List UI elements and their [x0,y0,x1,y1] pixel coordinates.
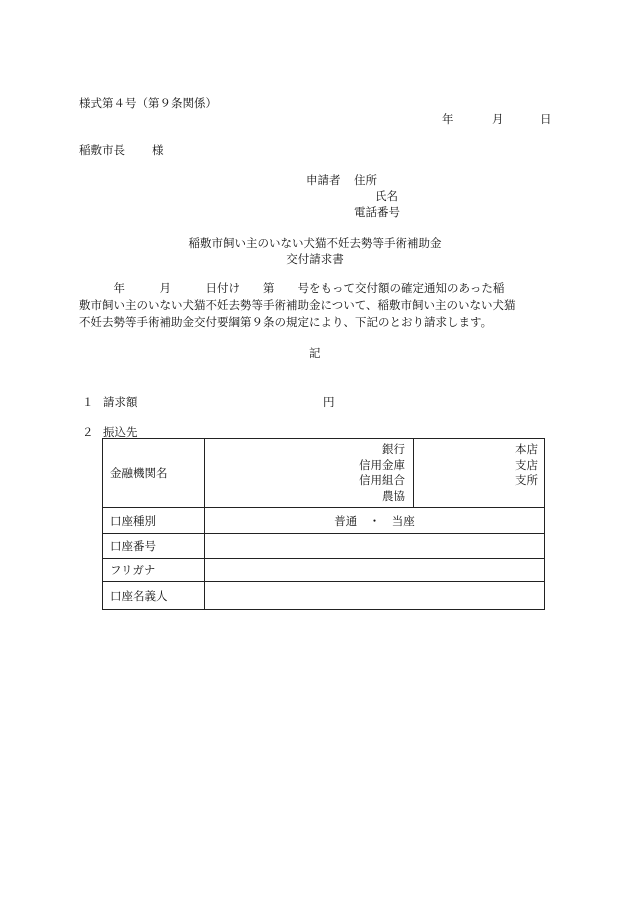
date-day: 日 [540,112,552,126]
furigana-label: フリガナ [103,559,205,582]
account-holder-label: 口座名義人 [103,582,205,610]
form-number: 様式第４号（第９条関係） [79,96,217,110]
bank-info-table [102,438,545,610]
body-line-3: 不妊去勢等手術補助金交付要綱第９条の規定により、下記のとおり請求します。 [79,315,493,329]
item2-label: 振込先 [103,425,138,439]
addressee-honorific: 様 [152,143,164,157]
account-holder-field[interactable] [205,582,545,610]
branch-type-branch: 支店 [515,457,538,472]
institution-type-shinkin: 信用金庫 [359,457,405,472]
body-line-1: 年 月 日付け 第 号をもって交付額の確定通知のあった稲 [79,281,505,295]
account-type-label: 口座種別 [103,508,205,534]
date-year: 年 [442,112,454,126]
account-number-row [103,534,545,559]
date-month: 月 [492,112,504,126]
item1-label: 請求額 [103,395,138,409]
item1-number: １ [82,395,94,409]
branch-type-office: 支所 [515,473,538,487]
institution-type-noukyo: 農協 [382,488,405,503]
document-title-line1: 稲敷市飼い主のいない犬猫不妊去勢等手術補助金 [188,236,442,250]
institution-type-cell[interactable] [205,439,414,508]
institution-type-bank: 銀行 [382,442,405,456]
account-number-field[interactable] [205,534,545,559]
institution-type-shinkumi: 信用組合 [359,473,405,487]
item2-number: ２ [82,425,94,439]
institution-label: 金融機関名 [103,439,205,508]
addressee-name: 稲敷市長 [79,143,125,157]
applicant-label: 申請者 [306,173,341,187]
item1-unit: 円 [323,395,335,409]
branch-type-cell[interactable] [414,439,545,508]
account-type-options[interactable]: 普通 ・ 当座 [205,508,545,534]
account-holder-row [103,582,545,610]
applicant-address-label: 住所 [354,173,377,187]
body-line-2: 敷市飼い主のいない犬猫不妊去勢等手術補助金について、稲敷市飼い主のいない犬猫 [79,298,516,312]
document-title-line2: 交付請求書 [286,252,344,266]
applicant-name-label: 氏名 [375,189,398,203]
account-type-row [103,508,545,534]
furigana-row [103,559,545,582]
branch-type-head: 本店 [515,442,538,456]
request-body [79,280,547,331]
furigana-field[interactable] [205,559,545,582]
applicant-phone-label: 電話番号 [354,205,400,219]
account-number-label: 口座番号 [103,534,205,559]
institution-row [103,439,545,508]
ki-heading: 記 [309,346,321,360]
